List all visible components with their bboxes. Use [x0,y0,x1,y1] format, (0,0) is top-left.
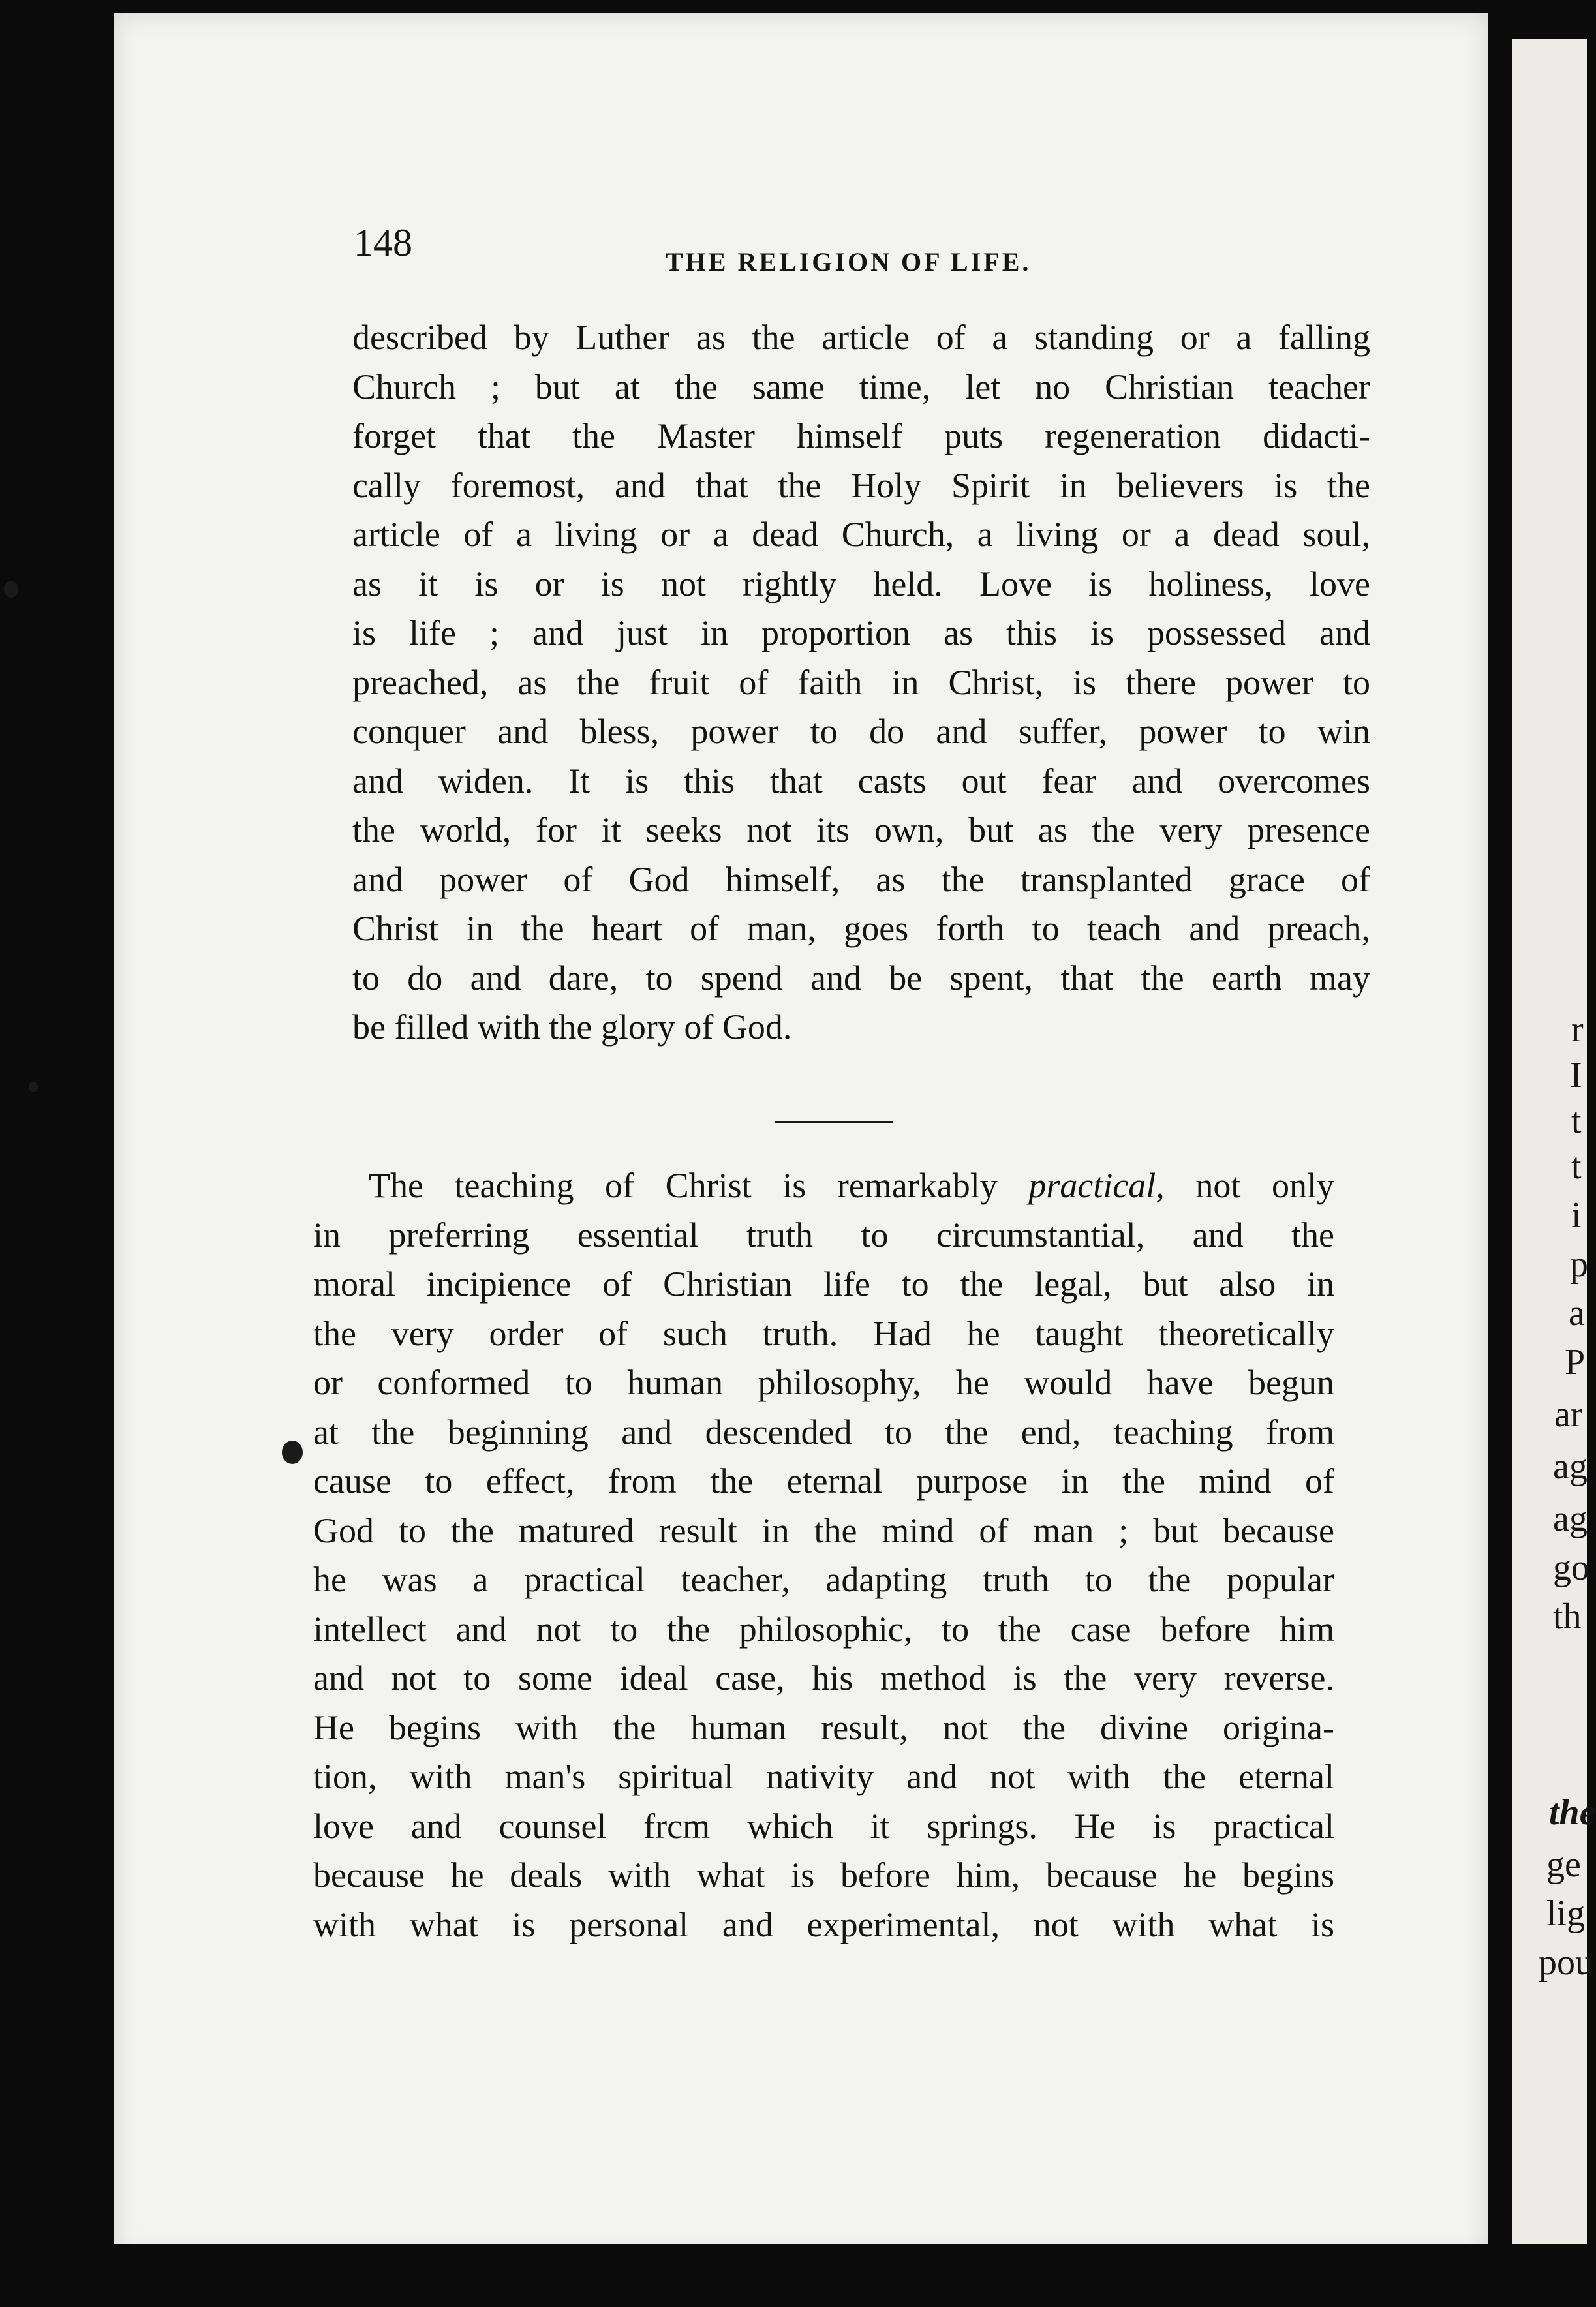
italic-word: practical, [1028,1166,1165,1205]
text-line: and power of God himself, as the transplanted grace of [352,859,1370,899]
next-page-fragment: th [1553,1597,1582,1637]
next-page-fragment: ag [1553,1499,1588,1539]
next-page-fragment: ag [1553,1446,1588,1487]
text-line: in preferring essential truth to circumstantial, and the [313,1215,1334,1255]
text-line: with what is personal and experimental, not with what is [313,1904,1334,1944]
paragraph-2 [313,1161,1334,1949]
next-page-fragment: i [1571,1195,1582,1236]
scan-border-bottom [0,2244,1587,2307]
text-line: forget that the Master himself puts regeneration didacti- [352,416,1370,455]
page-number: 148 [354,221,412,264]
next-page-fragment: pou [1539,1942,1593,1983]
text-line: he was a practical teacher, adapting truth to the popular [313,1560,1334,1599]
text-line: article of a living or a dead Church, a living or a dead soul, [352,515,1370,554]
next-page-fragment: ge [1546,1844,1581,1885]
text-line: because he deals with what is before him, because he begins [313,1856,1334,1895]
text-line-first [313,1161,1334,1211]
text-run: not only [1164,1166,1334,1205]
running-title: THE RELIGION OF LIFE. [666,247,1032,277]
text-line: love and counsel frcm which it springs. He is practical [313,1806,1334,1846]
text-line: be filled with the glory of God. [352,1007,792,1047]
text-line: conquer and bless, power to do and suffer, power to win [352,712,1370,751]
text-line: intellect and not to the philosophic, to the case before him [313,1609,1334,1649]
running-head [241,215,1364,277]
scan-border-left [0,0,114,2307]
text-line: Church ; but at the same time, let no Christian teacher [352,367,1370,406]
text-line: the very order of such truth. Had he taught theoretically [313,1313,1334,1353]
next-page-fragment: p [1570,1244,1588,1285]
text-line: moral incipience of Christian life to the legal, but also in [313,1264,1334,1304]
text-line: tion, with man's spiritual nativity and not with the eternal [313,1757,1334,1796]
ink-blot [29,1082,38,1092]
next-page-fragment: the [1549,1792,1596,1833]
text-line: cause to effect, from the eternal purpose in the mind of [313,1461,1334,1501]
text-line: and widen. It is this that casts out fear and overcomes [352,761,1370,801]
text-line: to do and dare, to spend and be spent, that the earth may [352,958,1370,998]
page-gutter [1488,0,1512,2307]
text-line: He begins with the human result, not the divine origina- [313,1707,1334,1747]
text-line: Christ in the heart of man, goes forth to teach and preach, [352,909,1370,948]
text-line: cally foremost, and that the Holy Spirit in believers is the [352,465,1370,505]
text-line: at the beginning and descended to the end, teaching from [313,1412,1334,1452]
text-line: described by Luther as the article of a standing or a falling [352,318,1370,357]
next-page-edge [1512,39,1596,2270]
text-line: preached, as the fruit of faith in Christ, is there power to [352,662,1370,702]
text-run: The teaching of Christ is remarkably [369,1166,1029,1205]
next-page-fragment: ar [1554,1394,1583,1435]
text-line: the world, for it seeks not its own, but as the very presence [352,810,1370,849]
next-page-fragment: lig [1546,1893,1586,1934]
next-page-fragment: t [1571,1146,1582,1187]
text-line: or conformed to human philosophy, he would have begun [313,1363,1334,1402]
text-line: as it is or is not rightly held. Love is holiness, love [352,564,1370,603]
ink-blot [282,1441,303,1464]
text-line: is life ; and just in proportion as this is possessed and [352,613,1370,652]
text-line: God to the matured result in the mind of man ; but because [313,1510,1334,1550]
next-page-fragment: P [1565,1342,1586,1383]
next-page-fragment: go [1553,1548,1589,1588]
text-line: and not to some ideal case, his method is the very reverse. [313,1658,1334,1698]
next-page-fragment: r [1571,1009,1584,1050]
paragraph-1 [352,313,1370,1052]
next-page-fragment: a [1569,1293,1585,1334]
next-page-fragment: I [1570,1055,1582,1095]
section-divider [775,1121,893,1123]
next-page-fragment: t [1571,1101,1582,1141]
ink-blot [4,581,18,598]
